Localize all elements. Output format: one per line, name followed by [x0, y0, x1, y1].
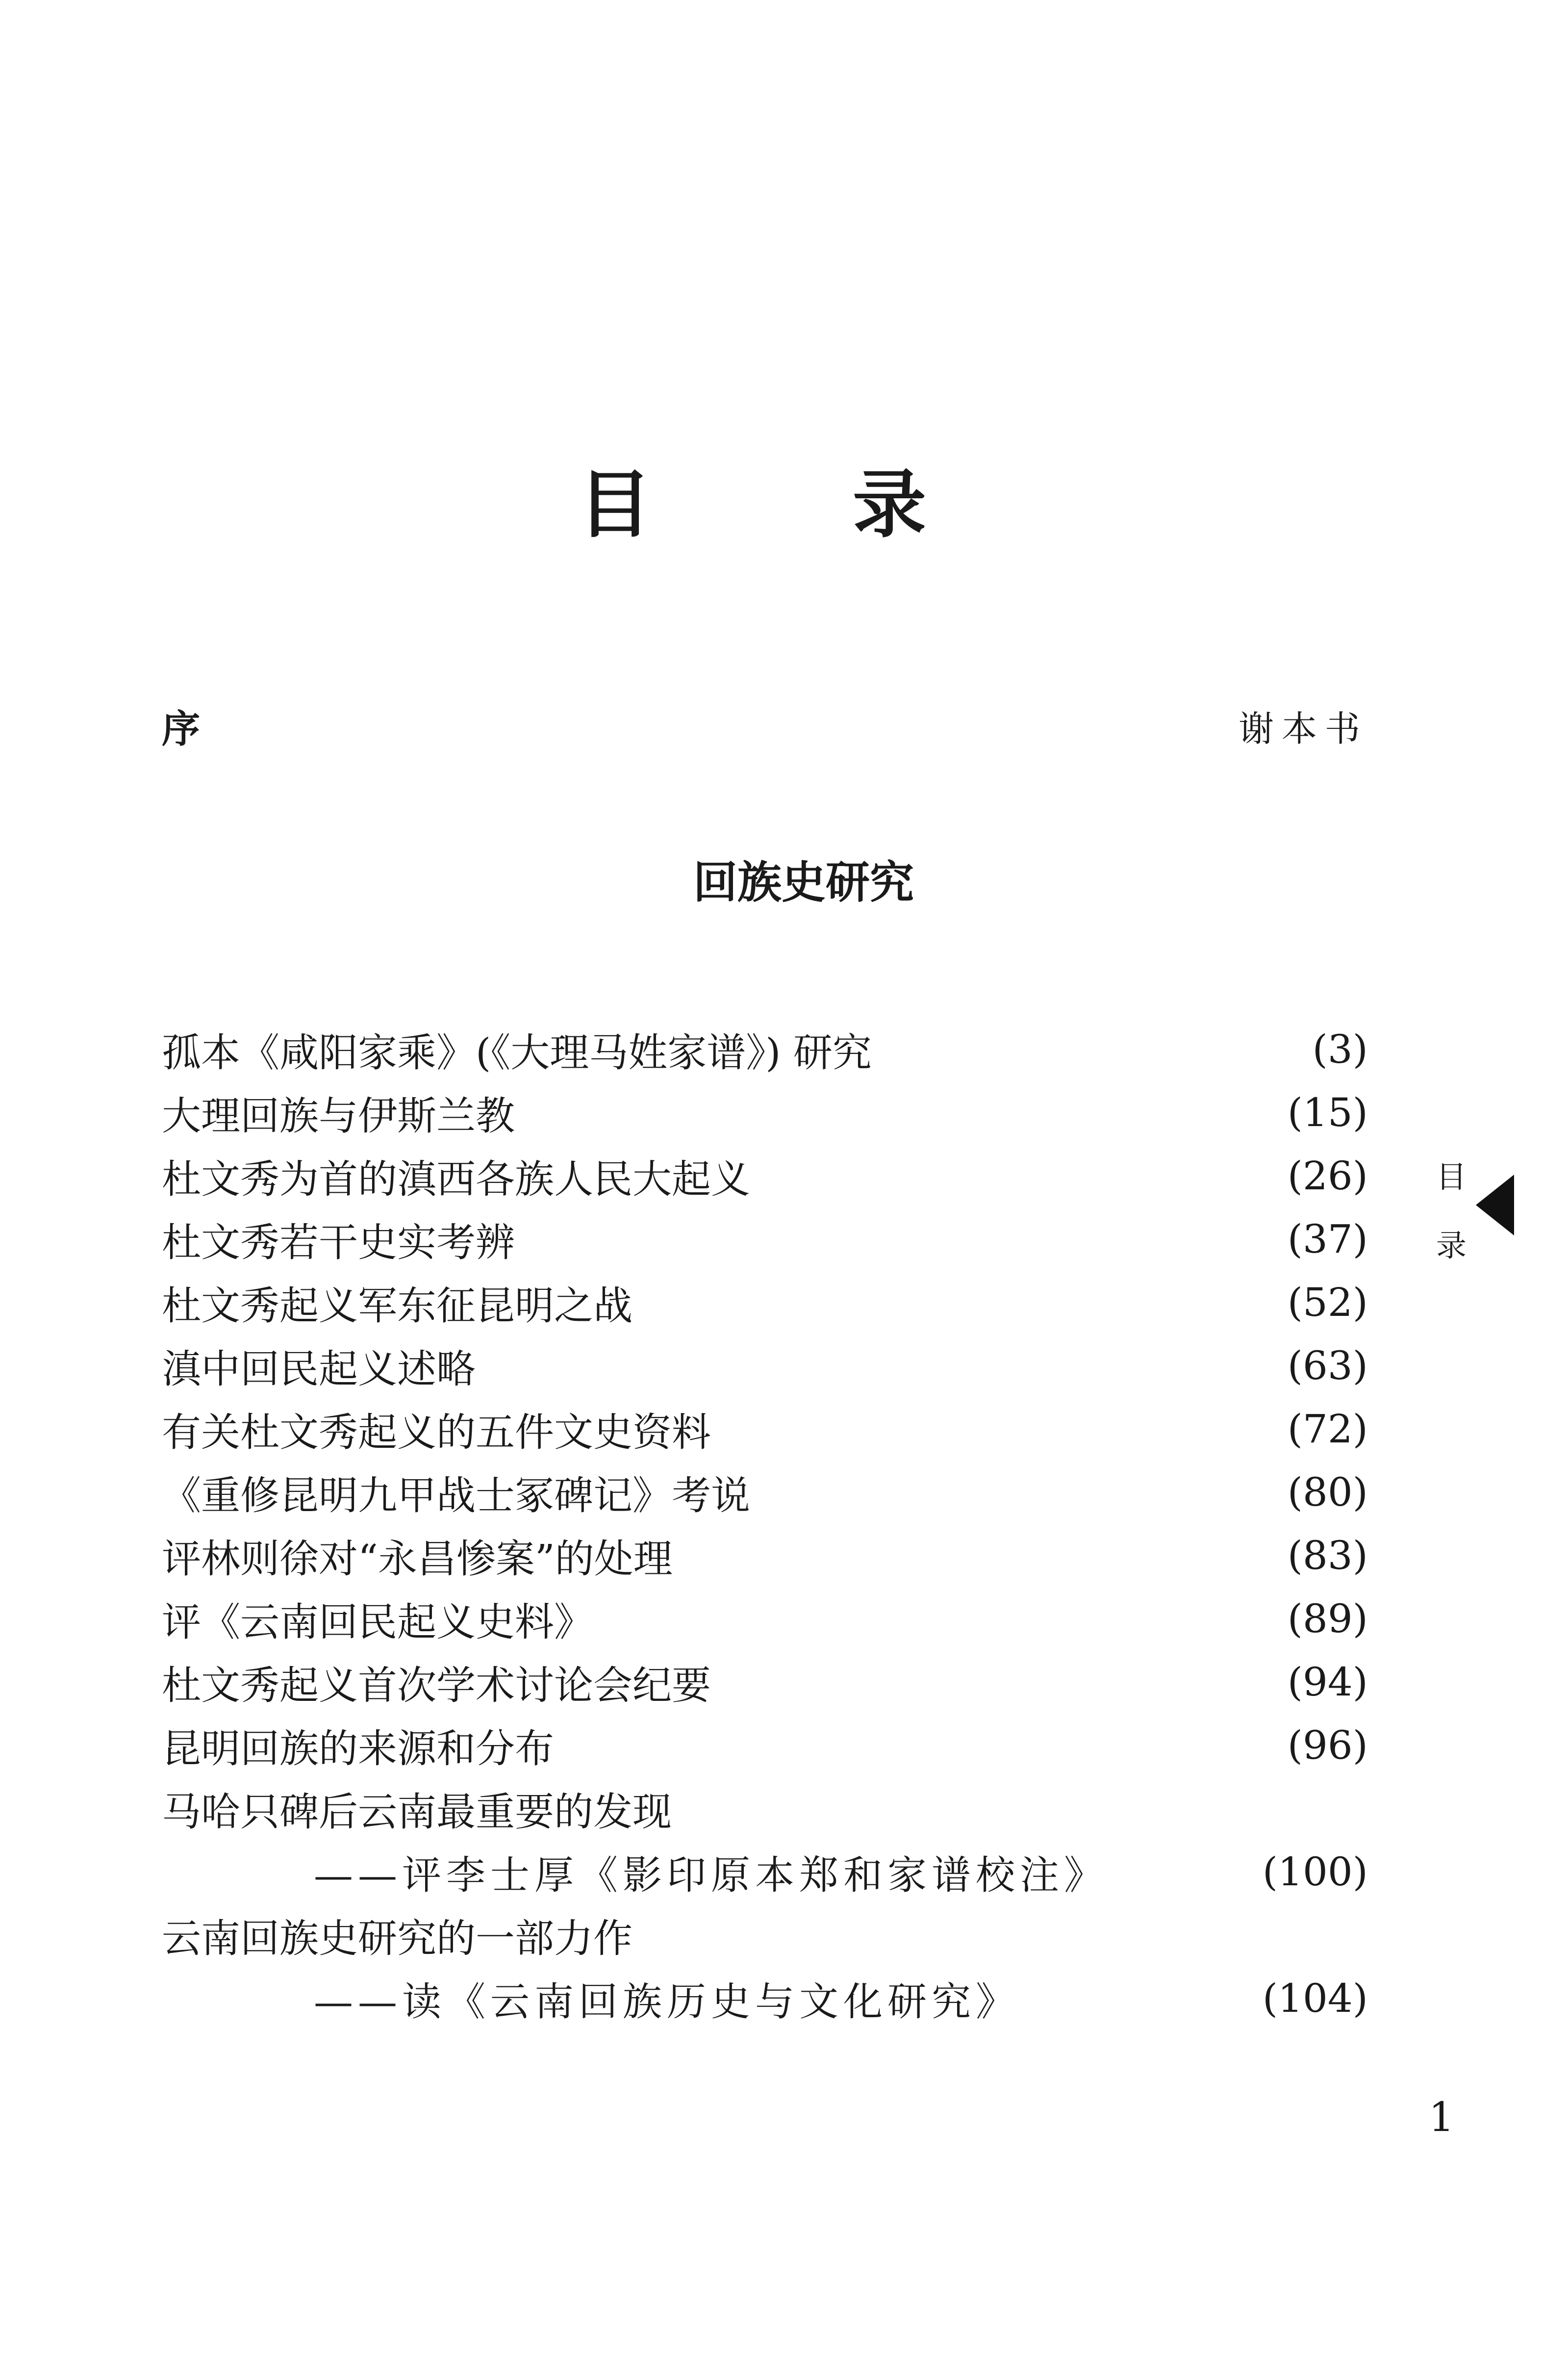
- toc-entry-page: (72): [1287, 1406, 1368, 1452]
- toc-entry-title: 评《云南回民起义史料》: [162, 1599, 593, 1645]
- dot-leader: [770, 1478, 1273, 1507]
- toc-entry[interactable]: [162, 1271, 1368, 1334]
- toc-entry[interactable]: [162, 1903, 1368, 1967]
- toc-entry-title: 评林则徐对“永昌惨案”的处理: [162, 1536, 673, 1582]
- dot-leader: [495, 1351, 1273, 1381]
- preface-label: 序: [162, 707, 201, 751]
- toc-entry-page: (3): [1312, 1027, 1368, 1072]
- toc-entry-page: (100): [1262, 1849, 1368, 1895]
- page-number: 1: [1428, 2094, 1455, 2141]
- page-title: [0, 461, 1568, 549]
- dot-leader: [731, 1414, 1273, 1444]
- toc-entry-title: ——读《云南回族历史与文化研究》: [314, 1979, 1020, 2025]
- dot-leader: [731, 1668, 1273, 1697]
- toc-entry-title: 杜文秀若干史实考辨: [162, 1220, 515, 1265]
- toc-entry-subtitle[interactable]: [162, 1840, 1368, 1903]
- toc-entry-title: 云南回族史研究的一部力作: [162, 1916, 632, 1961]
- triangle-left-icon: [1476, 1175, 1514, 1235]
- toc-entry[interactable]: [162, 1714, 1368, 1777]
- toc-entry-title: 大理回族与伊斯兰教: [162, 1093, 515, 1139]
- toc-entry-title: ——评李士厚《影印原本郑和家谱校注》: [314, 1852, 1108, 1898]
- toc-entry-page: (15): [1287, 1090, 1368, 1135]
- dot-leader: [891, 1035, 1298, 1064]
- toc-entry-page: (96): [1287, 1722, 1368, 1768]
- side-tab-char-2: 录: [1436, 1228, 1467, 1263]
- toc-entry[interactable]: [162, 1777, 1368, 1840]
- dot-leader: [770, 1161, 1273, 1191]
- dot-leader: [692, 1541, 1273, 1570]
- toc-entry-title: 《重修昆明九甲战士冢碑记》考说: [162, 1473, 750, 1518]
- toc-entry-page: (26): [1287, 1153, 1368, 1199]
- toc-entry[interactable]: [162, 1081, 1368, 1144]
- side-tab-label: [1422, 1143, 1481, 1280]
- toc-entry[interactable]: [162, 1461, 1368, 1524]
- toc-entry[interactable]: [162, 1397, 1368, 1461]
- dot-leader: [574, 1731, 1273, 1760]
- toc-entry-page: (37): [1287, 1216, 1368, 1262]
- toc-entry-page: (89): [1287, 1596, 1368, 1642]
- toc-entry[interactable]: [162, 1207, 1368, 1271]
- toc-entry-page: (94): [1287, 1659, 1368, 1705]
- dot-leader: [1128, 1857, 1248, 1887]
- dot-leader: [652, 1288, 1273, 1317]
- toc-entry-title: 滇中回民起义述略: [162, 1346, 476, 1392]
- toc-entry[interactable]: [162, 1144, 1368, 1207]
- toc-entry[interactable]: [162, 1018, 1368, 1081]
- dot-leader: [225, 711, 1224, 741]
- toc-entry-title: 孤本《咸阳家乘》(《大理马姓家谱》) 研究: [162, 1030, 872, 1076]
- toc-list: [162, 1018, 1368, 2030]
- preface-entry[interactable]: [162, 699, 1368, 753]
- toc-entry-page: (83): [1287, 1533, 1368, 1578]
- dot-leader: [534, 1098, 1273, 1128]
- toc-entry-title: 昆明回族的来源和分布: [162, 1726, 554, 1772]
- toc-entry[interactable]: [162, 1524, 1368, 1587]
- toc-entry-page: (80): [1287, 1469, 1368, 1515]
- toc-entry-title: 杜文秀起义军东征昆明之战: [162, 1283, 632, 1329]
- toc-entry-subtitle[interactable]: [162, 1967, 1368, 2030]
- dot-leader: [613, 1604, 1273, 1634]
- toc-entry-title: 有关杜文秀起义的五件文史资料: [162, 1410, 711, 1455]
- toc-entry[interactable]: [162, 1334, 1368, 1397]
- toc-entry-page: (63): [1287, 1343, 1368, 1388]
- dot-leader: [1039, 1984, 1248, 2013]
- section-heading: 回族史研究: [693, 857, 914, 908]
- dot-leader: [534, 1225, 1273, 1254]
- toc-entry-title: 杜文秀为首的滇西各族人民大起义: [162, 1156, 750, 1202]
- toc-entry[interactable]: [162, 1587, 1368, 1650]
- toc-entry-page: (52): [1287, 1280, 1368, 1325]
- toc-entry-page: (104): [1262, 1976, 1368, 2021]
- preface-author: 谢本书: [1238, 708, 1368, 749]
- toc-entry[interactable]: [162, 1650, 1368, 1714]
- title-char-2: 录: [853, 462, 1059, 548]
- toc-entry-title: 马哈只碑后云南最重要的发现: [162, 1789, 672, 1835]
- title-char-1: 目: [578, 462, 784, 548]
- side-tab-char-1: 目: [1436, 1159, 1467, 1195]
- toc-entry-title: 杜文秀起义首次学术讨论会纪要: [162, 1663, 711, 1708]
